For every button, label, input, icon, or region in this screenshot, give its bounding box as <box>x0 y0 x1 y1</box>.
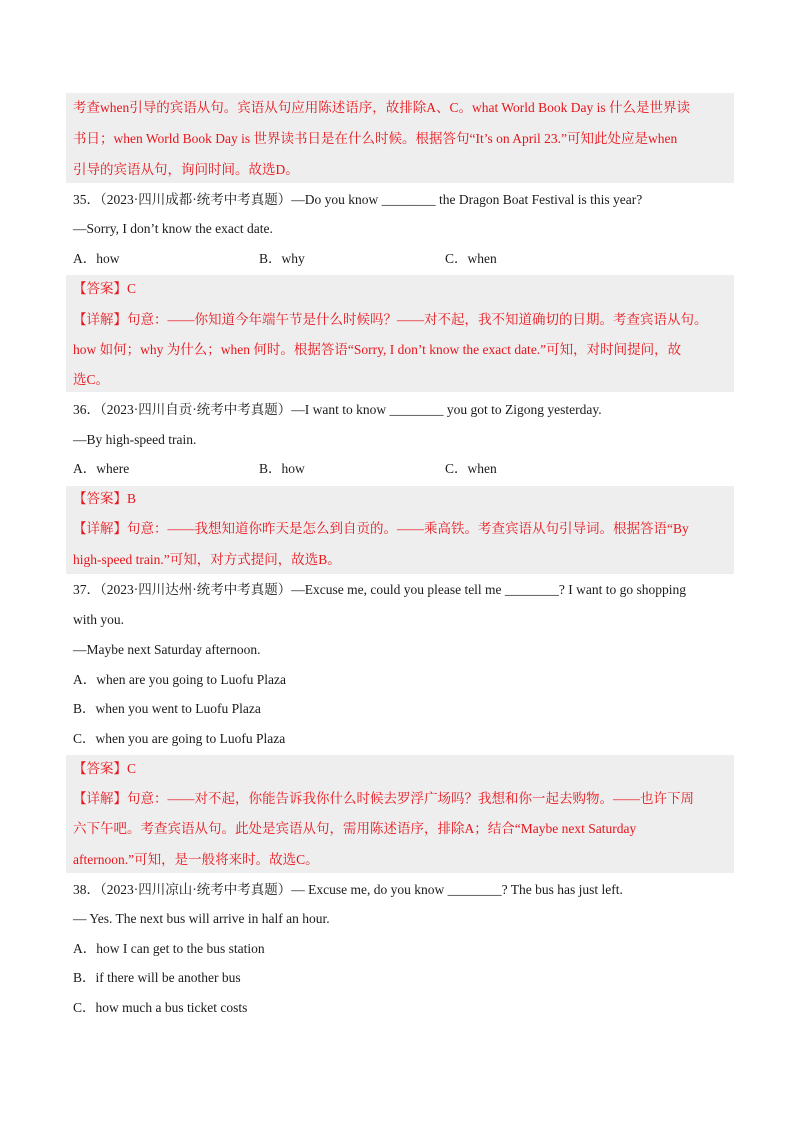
q38-option-b: B．if there will be another bus <box>73 970 241 985</box>
q35-option-b: B．why <box>259 251 305 266</box>
q35-answer-box <box>66 275 734 392</box>
q35-reply: —Sorry, I don’t know the exact date. <box>73 221 273 236</box>
q37-detail-line: afternoon.”可知，是一般将来时。故选C。 <box>73 852 319 867</box>
q36-stem: 36．（2023·四川自贡·统考中考真题）—I want to know ________ you got to Zigong yesterday. <box>73 402 602 417</box>
q35-answer: 【答案】C <box>73 281 137 296</box>
q37-stem: 37．（2023·四川达州·统考中考真题）—Excuse me, could you please tell me ________? I want to go shopping <box>73 582 687 597</box>
q34-detail-line: 引导的宾语从句，询问时间。故选D。 <box>73 162 299 177</box>
q37-stem-cont: with you. <box>73 612 125 627</box>
q35-option-c: C．when <box>445 251 497 266</box>
q34-detail-line: 考查when引导的宾语从句。宾语从句应用陈述语序，故排除A、C。what World Book Day is 什么是世界读 <box>73 100 691 115</box>
q36-answer: 【答案】B <box>73 491 137 506</box>
q36-option-b: B．how <box>259 461 305 476</box>
q36-detail-line: high-speed train.”可知，对方式提问，故选B。 <box>73 552 341 567</box>
q37-reply: —Maybe next Saturday afternoon. <box>73 642 261 657</box>
q36-detail-line: 【详解】句意：——我想知道你昨天是怎么到自贡的。——乘高铁。考查宾语从句引导词。根据答语“By <box>73 521 689 536</box>
q37-option-c: C．when you are going to Luofu Plaza <box>73 731 286 746</box>
q34-detail-line: 书日；when World Book Day is 世界读书日是在什么时候。根据答句“It’s on April 23.”可知此处应是when <box>73 131 678 146</box>
q35-stem: 35．（2023·四川成都·统考中考真题）—Do you know ________ the Dragon Boat Festival is this year? <box>73 192 643 207</box>
q37-option-a: A．when are you going to Luofu Plaza <box>73 672 286 687</box>
q35-detail-line: 选C。 <box>73 372 110 387</box>
q37-option-b: B．when you went to Luofu Plaza <box>73 701 261 716</box>
q37-detail-line: 六下午吧。考查宾语从句。此处是宾语从句，需用陈述语序，排除A；结合“Maybe next Saturday <box>73 821 637 836</box>
q37-answer: 【答案】C <box>73 761 137 776</box>
q37-detail-line: 【详解】句意：——对不起，你能告诉我你什么时候去罗浮广场吗？我想和你一起去购物。——也许下周 <box>73 791 694 806</box>
q38-option-c: C．how much a bus ticket costs <box>73 1000 248 1015</box>
q35-detail-line: 【详解】句意：——你知道今年端午节是什么时候吗？——对不起，我不知道确切的日期。考查宾语从句。 <box>73 312 708 327</box>
q35-option-a: A．how <box>73 251 120 266</box>
q38-stem: 38．（2023·四川凉山·统考中考真题）— Excuse me, do you know ________? The bus has just left. <box>73 882 623 897</box>
q36-option-a: A．where <box>73 461 130 476</box>
q38-reply: — Yes. The next bus will arrive in half an hour. <box>73 911 330 926</box>
q36-reply: —By high-speed train. <box>73 432 197 447</box>
q38-option-a: A．how I can get to the bus station <box>73 941 265 956</box>
q36-option-c: C．when <box>445 461 497 476</box>
q35-detail-line: how 如何；why 为什么；when 何时。根据答语“Sorry, I don’t know the exact date.”可知，对时间提问，故 <box>73 342 682 357</box>
